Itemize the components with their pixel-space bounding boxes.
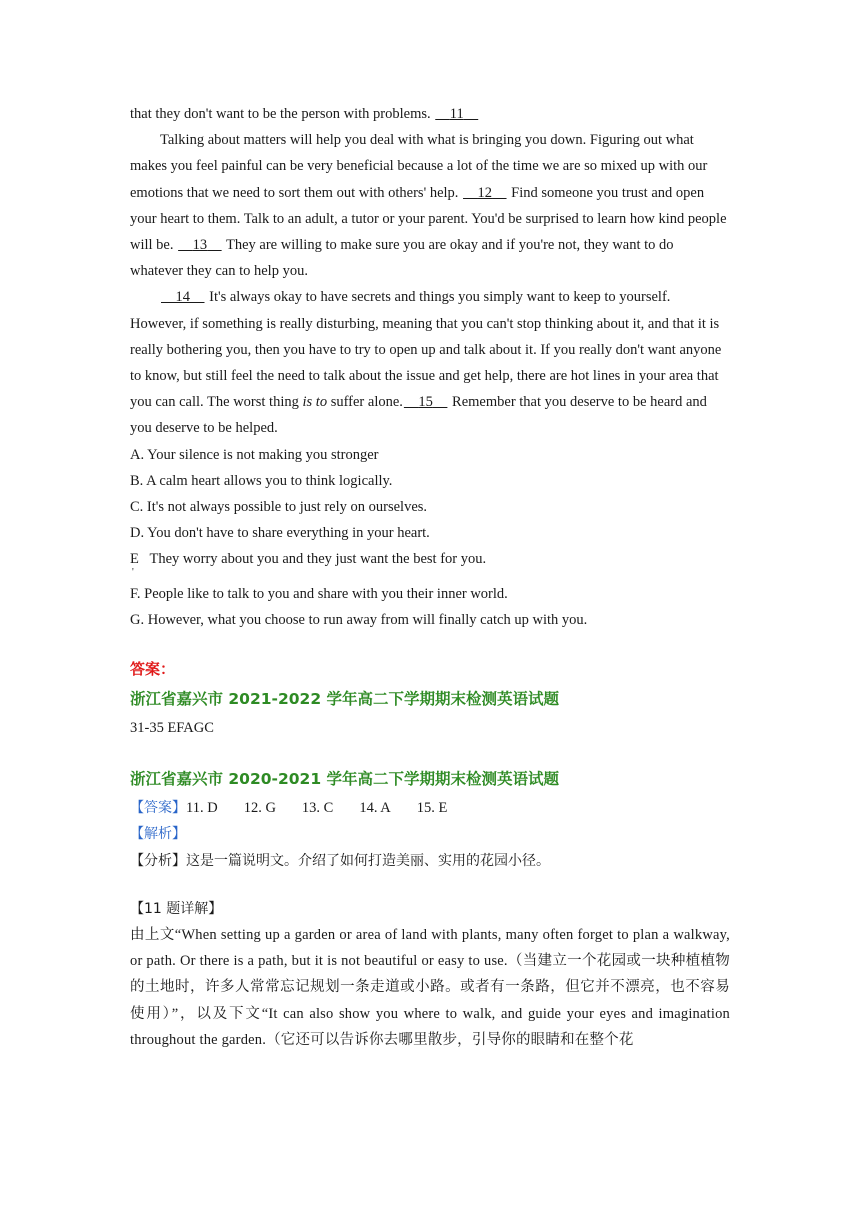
blank-11: 11 (449, 106, 464, 122)
answer-label: 答案： (130, 660, 176, 679)
option-c: C. It's not always possible to just rely on ourselves. (130, 499, 428, 516)
passage-paragraph-1: that they don't want to be the person with problems. 11 (130, 101, 730, 127)
blank-13: 13 (192, 237, 208, 254)
source-title-2: 浙江省嘉兴市 2020-2021 学年高二下学期期末检测英语试题 (130, 770, 560, 789)
answer-tag: 【答案】 (130, 800, 186, 817)
passage-paragraph-2: Talking about matters will help you deal with what is bringing you down. Figuring out what makes you feel painful can be very beneficial because a lot of the time we are so mixed up with our emotions that we need to sort them out with others' help. 12 Find someone you trust and open your heart to them. Talk to an adult, a tutor or your parent. You'd be surprised to learn how kind people will be. 13 They are willing to make sure you are okay and if you're not, they want to do whatever they can to help you. (130, 132, 727, 280)
detail-text: 由上文“When setting up a garden or area of land with plants, many often forget to plan a walkway, or path. Or there is a path, but it is not beautiful or easy to use.（当建立一个花园或一块种植植物的土地时，许多人常常忘记规划一条走道或小路。或者有一条路，但它并不漂亮，也不容易使用）”，以及下文“It can also show you where to walk, and guide your eyes and imagination throughout the garden.（它还可以告诉你去哪里散步，引导你的眼睛和在整个花 (130, 927, 730, 1048)
passage-paragraph-3: 14 It's always okay to have secrets and things you simply want to keep to yourself. However, if something is really disturbing, meaning that you can't stop thinking about it, and that it is really bothering you, then you have to try to open up and talk about it. If you really don't want anyone to know, but still feel the need to talk about the issue and get help, there are hot lines in your area that you can call. The worst thing is to suffer alone. 15 Remember that you deserve to be heard and you deserve to be helped. (130, 289, 722, 437)
option-b: B. A calm heart allows you to think logically. (130, 472, 393, 489)
detail-tag: 【11 题详解】 (130, 900, 223, 917)
option-g: G. However, what you choose to run away from will finally catch up with you. (130, 611, 588, 628)
option-e: E They worry about you and they just want the best for you. (130, 551, 487, 568)
option-a: A. Your silence is not making you stronger (130, 446, 379, 463)
blank-15: 15 (418, 394, 433, 411)
option-e-mark: ' (132, 566, 134, 578)
answer-item: 15. E (416, 800, 448, 817)
answer-item: 14. A (359, 800, 391, 817)
answer-line-1: 31-35 EFAGC (130, 720, 214, 737)
document-page (130, 101, 730, 1053)
answer-item: 12. G (243, 800, 276, 817)
answer-item: 13. C (301, 800, 334, 817)
analysis-text: 【分析】这是一篇说明文。介绍了如何打造美丽、实用的花园小径。 (130, 852, 550, 869)
blank-14: 14 (175, 289, 190, 306)
blank-12: 12 (477, 184, 493, 201)
option-d: D. You don't have to share everything in your heart. (130, 525, 430, 542)
source-title-1: 浙江省嘉兴市 2021-2022 学年高二下学期期末检测英语试题 (130, 690, 560, 709)
analysis-tag: 【解析】 (130, 826, 186, 843)
answer-item: 11. D (186, 800, 218, 817)
option-f: F. People like to talk to you and share with you their inner world. (130, 585, 508, 602)
answer-line-2 (130, 795, 730, 821)
